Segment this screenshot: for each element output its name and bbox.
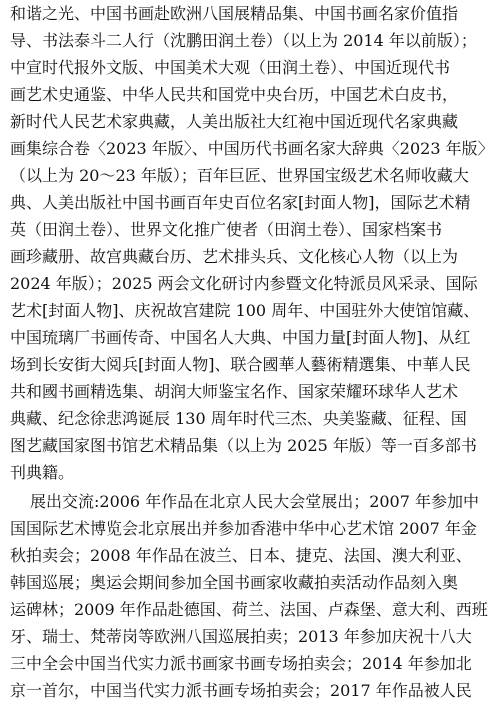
text-line: 中宣时代报外文版、中国美术大观（田润土卷）、中国近现代书: [10, 58, 451, 77]
text-line: 运碑林；2009 年作品赴德国、荷兰、法国、卢森堡、意大利、西班: [10, 600, 488, 619]
text-line: 国国际艺术博览会北京展出并参加香港中华中心艺术馆 2007 年金: [10, 519, 477, 538]
text-line: 中国琉璃厂书画传奇、中国名人大典、中国力量[封面人物]、从红: [10, 328, 471, 347]
text-line: 牙、瑞士、梵蒂岗等欧洲八国巡展拍卖；2013 年参加庆祝十八大: [10, 627, 472, 646]
text-line: 2024 年版）；2025 两会文化研讨内参暨文化特派员风采录、国际: [10, 274, 478, 293]
text-line: 导、书法泰斗二人行（沈鹏田润土卷）（以上为 2014 年以前版）；: [10, 31, 477, 50]
text-line: 画集综合卷〈2023 年版〉、中国历代书画名家大辞典〈2023 年版〉: [10, 139, 494, 158]
text-line: 艺术[封面人物]、庆祝故宫建院 100 周年、中国驻外大使馆馆藏、: [10, 301, 480, 320]
text-line: 京一首尔，中国当代实力派书画专场拍卖会；2017 年作品被人民: [10, 681, 472, 700]
text-line: 秋拍卖会；2008 年作品在波兰、日本、捷克、法国、澳大利亚、: [10, 546, 472, 565]
text-line: 画艺术史通鉴、中华人民共和国党中央台历，中国艺术白皮书，: [10, 85, 459, 104]
text-line: 场到长安街大阅兵[封面人物]、联合國華人藝術精選集、中華人民: [10, 355, 471, 374]
text-line: 刊典籍。: [10, 463, 75, 482]
text-line: 英（田润土卷）、世界文化推广使者（田润土卷）、国家档案书: [10, 220, 443, 239]
text-line: 三中全会中国当代实力派书画家书画专场拍卖会；2014 年参加北: [10, 654, 472, 673]
text-line: 新时代人民艺术家典藏，人美出版社大红袍中国近现代名家典藏: [10, 112, 459, 131]
text-line: （以上为 20～23 年版）；百年巨匠、世界国宝级艺术名师收藏大: [10, 166, 469, 185]
text-line: 和谐之光、中国书画赴欧洲八国展精品集、中国书画名家价值指: [10, 4, 459, 23]
text-line: 典藏、纪念徐悲鸿诞辰 130 周年时代三杰、央美鉴藏、征程、国: [10, 409, 467, 428]
text-line: 图艺藏国家图书馆艺术精品集（以上为 2025 年版）等一百多部书: [10, 436, 477, 455]
text-line: 画珍藏册、故宫典藏台历、艺术排头兵、文化核心人物（以上为: [10, 247, 459, 266]
text-line: 典、人美出版社中国书画百年史百位名家[封面人物]，国际艺术精: [10, 193, 471, 212]
text-line: 共和國书画精选集、胡润大师鉴宝名作、国家荣耀环球华人艺术: [10, 382, 459, 401]
paragraph-start-line: 展出交流:2006 年作品在北京人民大会堂展出；2007 年参加中: [30, 492, 480, 511]
text-line: 韩国巡展；奥运会期间参加全国书画家收藏拍卖活动作品刻入奥: [10, 573, 459, 592]
